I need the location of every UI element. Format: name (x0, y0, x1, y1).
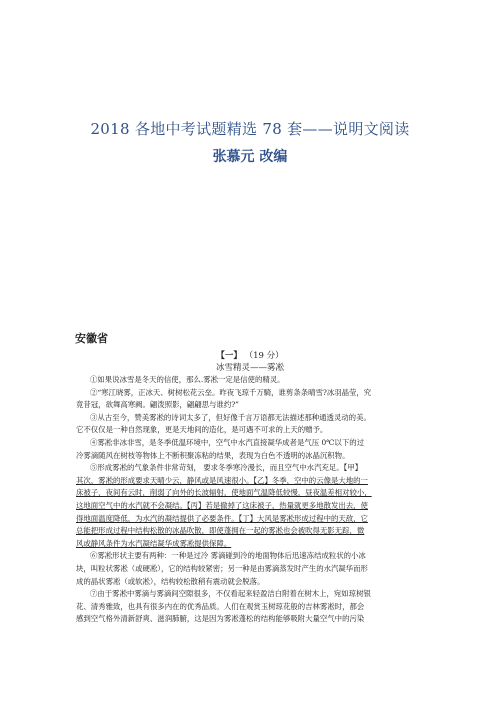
article-line: ⑦由于雾凇中雾滴与雾滴间空隙很多，不仅看起来轻盈洁白附着在树木上，宛如琼树银 (90, 589, 371, 599)
article-line: 风或静风条件为水汽凝结凝华成雾凇提供保障。 (76, 538, 232, 548)
article-line: 花、清秀雅致，也具有很多内在的优秀品质。人们在观赏玉树琼花般的吉林雾凇时，都会 (76, 601, 365, 611)
article-line: ④雾凇非冰非雪，是冬季低温环境中，空气中水汽直接凝华成者是气压 0℃以下的过 (90, 437, 364, 447)
article-line: ③从古至今，赞美雾凇的诗词太多了，但好像千言万语都无法描述那种通透灵动的美。 (90, 412, 371, 422)
article-line: ⑥雾凇形状主要有两种：一种是过冷 雾滴碰到冷的地面物体后迅速冻结成粒状的小冰 (90, 551, 366, 561)
document-author: 张慕元 改编 (212, 149, 288, 165)
article-line: 感到空气格外清新舒爽、滋润肺腑，这是因为雾凇蓬松的结构能够吸附大量空气中的污染 (76, 614, 365, 624)
article-line: 这地面空气中的水汽就不会凝结。【丙】若是撤掉了这床被子，热量就更多地散发出去，使 (76, 500, 368, 510)
article-line: 块，叫粒状雾凇（或硬凇），它的结构较紧密；另一种是由雾滴蒸发时产生的水汽凝华而形 (76, 563, 368, 573)
document-title: 2018 各地中考试题精选 78 套——说明文阅读 (90, 120, 410, 138)
article-line: 成的晶状雾凇（或软凇），结构较松散稍有震动就会脱落。 (76, 576, 265, 586)
article-body (76, 374, 426, 626)
question-header (0, 349, 500, 361)
article-line: 冷雾滴随风在树枝等物体上不断积聚冻粘的结果，表现为白色不透明的冰晶沉积物。 (76, 450, 350, 460)
article-line: 竟昔冠，欲舞高寒阙。翩泼照影，翩翩思与谁约?” (76, 400, 239, 410)
article-line: 总能把形成过程中结构松散的冰晶吹散，即使蓬拥在一起的雾凇也会被吹得无影无踪，微 (76, 526, 365, 536)
article-line: 床被子，夜间有云时，削弱了向外的长波辐射，使地面气温降低较慢，昼夜温差相对较小， (76, 488, 372, 498)
question-score: （19 分） (244, 351, 284, 361)
article-line: 得地面温度降低，为水汽的凝结提供了必要条件。【丁】大风是雾凇形成过程中的天敌，它 (76, 513, 368, 523)
article-line: 其次，雾凇的形成要求天晴少云，静风或是风速很小。【乙】冬季，空中的云像是大地的一 (76, 475, 368, 485)
article-title: 冰雪精灵——雾凇 (215, 363, 284, 373)
article-line: ⑤形成雾凇的气象条件非常苛刻， 要求冬季寒冷漫长，而且空气中水汽充足。【甲】 (90, 463, 363, 473)
region-heading: 安徽省 (75, 332, 108, 345)
article-line: 它不仅仅是一种自然现象，更是天地间的造化，是可遇不可求的上天的赠予。 (76, 425, 328, 435)
article-line: ②“寒江晓雾，正冰天、树树松花云垒。昨夜飞琼千万騎，谁剪条条晴雪?冰羽晶莹，究 (90, 387, 372, 397)
question-number: 【一】 (216, 351, 242, 361)
article-line: ①如果说冰雪是冬天的信使，那么.雾凇一定是信使的精灵。 (90, 375, 285, 384)
